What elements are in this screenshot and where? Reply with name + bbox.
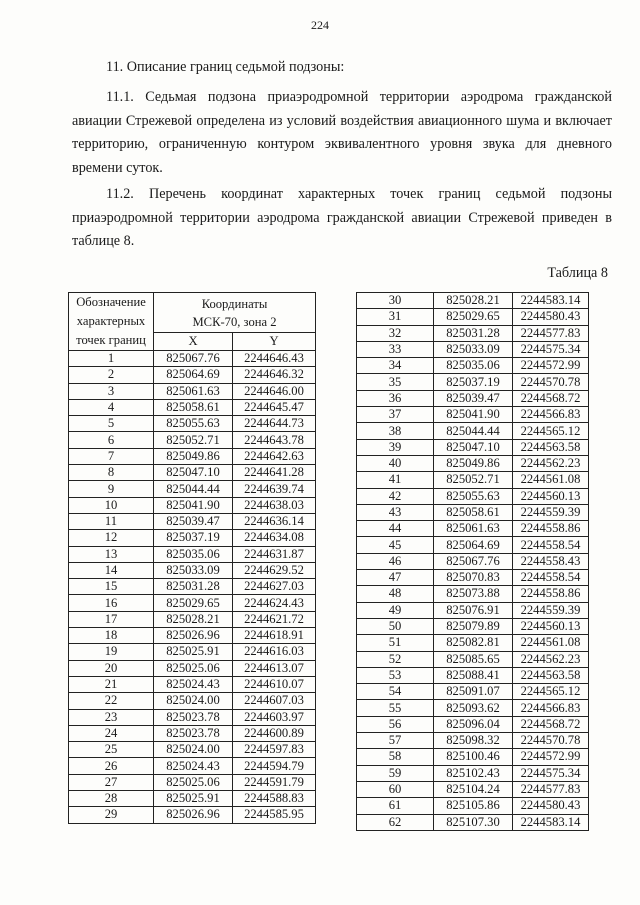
- header-point-label: [69, 293, 154, 351]
- point-number-cell: 20: [69, 660, 154, 676]
- y-coordinate-cell: 2244568.72: [513, 716, 589, 732]
- table-row: [69, 497, 316, 513]
- x-coordinate-cell: 825039.47: [434, 390, 513, 406]
- table-row: [357, 814, 589, 830]
- x-coordinate-cell: 825067.76: [154, 351, 233, 367]
- point-number-cell: 19: [69, 644, 154, 660]
- point-number-cell: 23: [69, 709, 154, 725]
- table-row: [357, 537, 589, 553]
- header-coordinates-line1: Координаты: [201, 296, 268, 311]
- table-row: [357, 325, 589, 341]
- x-coordinate-cell: 825023.78: [154, 709, 233, 725]
- x-coordinate-cell: 825025.06: [154, 774, 233, 790]
- y-coordinate-cell: 2244570.78: [513, 733, 589, 749]
- point-number-cell: 16: [69, 595, 154, 611]
- x-coordinate-cell: 825076.91: [434, 602, 513, 618]
- x-coordinate-cell: 825031.28: [154, 579, 233, 595]
- point-number-cell: 22: [69, 693, 154, 709]
- paragraph-11-1-text: 11.1. Седьмая подзона приаэродромной территории аэродрома гражданской авиации Стрежевой определена из условий воздействия авиационного шума и включает территорию, ограниченную контуром эквивалентного уровня звука для дневного времени суток.: [72, 89, 612, 176]
- table-row: [69, 513, 316, 529]
- y-coordinate-cell: 2244600.89: [233, 725, 316, 741]
- point-number-cell: 56: [357, 716, 434, 732]
- x-coordinate-cell: 825024.43: [154, 676, 233, 692]
- point-number-cell: 43: [357, 504, 434, 520]
- table-row: [69, 628, 316, 644]
- y-coordinate-cell: 2244562.23: [513, 651, 589, 667]
- point-number-cell: 27: [69, 774, 154, 790]
- x-coordinate-cell: 825064.69: [434, 537, 513, 553]
- y-coordinate-cell: 2244591.79: [233, 774, 316, 790]
- point-number-cell: 29: [69, 807, 154, 823]
- y-coordinate-cell: 2244645.47: [233, 399, 316, 415]
- table-row: [69, 791, 316, 807]
- table-row: [357, 667, 589, 683]
- point-number-cell: 53: [357, 667, 434, 683]
- x-coordinate-cell: 825028.21: [434, 293, 513, 309]
- table-row: [357, 700, 589, 716]
- x-coordinate-cell: 825044.44: [434, 423, 513, 439]
- point-number-cell: 17: [69, 611, 154, 627]
- point-number-cell: 2: [69, 367, 154, 383]
- point-number-cell: 15: [69, 579, 154, 595]
- x-coordinate-cell: 825033.09: [434, 341, 513, 357]
- point-number-cell: 54: [357, 684, 434, 700]
- x-coordinate-cell: 825039.47: [154, 513, 233, 529]
- point-number-cell: 6: [69, 432, 154, 448]
- y-coordinate-cell: 2244594.79: [233, 758, 316, 774]
- x-coordinate-cell: 825093.62: [434, 700, 513, 716]
- x-coordinate-cell: 825031.28: [434, 325, 513, 341]
- point-number-cell: 37: [357, 407, 434, 423]
- x-coordinate-cell: 825028.21: [154, 611, 233, 627]
- y-coordinate-cell: 2244565.12: [513, 684, 589, 700]
- x-coordinate-cell: 825029.65: [434, 309, 513, 325]
- x-coordinate-cell: 825073.88: [434, 586, 513, 602]
- y-coordinate-cell: 2244610.07: [233, 676, 316, 692]
- header-coordinates-line2: МСК-70, зона 2: [192, 314, 277, 329]
- table-row: [69, 383, 316, 399]
- y-coordinate-cell: 2244634.08: [233, 530, 316, 546]
- y-coordinate-cell: 2244565.12: [513, 423, 589, 439]
- y-coordinate-cell: 2244597.83: [233, 742, 316, 758]
- page-number: 224: [311, 18, 329, 32]
- table-row: [69, 693, 316, 709]
- x-coordinate-cell: 825049.86: [434, 455, 513, 471]
- point-number-cell: 25: [69, 742, 154, 758]
- point-number-cell: 57: [357, 733, 434, 749]
- table-row: [357, 390, 589, 406]
- y-coordinate-cell: 2244646.32: [233, 367, 316, 383]
- table-row: [69, 367, 316, 383]
- x-coordinate-cell: 825041.90: [154, 497, 233, 513]
- header-point-line3: точек границ: [76, 333, 146, 347]
- x-coordinate-cell: 825104.24: [434, 781, 513, 797]
- x-coordinate-cell: 825055.63: [434, 488, 513, 504]
- point-number-cell: 13: [69, 546, 154, 562]
- header-point-line2: характерных: [76, 314, 146, 328]
- x-coordinate-cell: 825037.19: [434, 374, 513, 390]
- y-coordinate-cell: 2244558.86: [513, 586, 589, 602]
- y-coordinate-cell: 2244603.97: [233, 709, 316, 725]
- point-number-cell: 48: [357, 586, 434, 602]
- point-number-cell: 47: [357, 570, 434, 586]
- point-number-cell: 45: [357, 537, 434, 553]
- y-coordinate-cell: 2244641.28: [233, 465, 316, 481]
- table-caption: Таблица 8: [547, 265, 608, 281]
- y-coordinate-cell: 2244566.83: [513, 407, 589, 423]
- point-number-cell: 5: [69, 416, 154, 432]
- x-coordinate-cell: 825070.83: [434, 570, 513, 586]
- table-row: [69, 742, 316, 758]
- table-row: [69, 725, 316, 741]
- y-coordinate-cell: 2244583.14: [513, 814, 589, 830]
- table-row: [357, 716, 589, 732]
- y-coordinate-cell: 2244644.73: [233, 416, 316, 432]
- table-row: [357, 358, 589, 374]
- table-row: [69, 481, 316, 497]
- x-coordinate-cell: 825047.10: [434, 439, 513, 455]
- table-row: [69, 416, 316, 432]
- x-coordinate-cell: 825047.10: [154, 465, 233, 481]
- x-coordinate-cell: 825024.43: [154, 758, 233, 774]
- x-coordinate-cell: 825026.96: [154, 807, 233, 823]
- point-number-cell: 61: [357, 798, 434, 814]
- point-number-cell: 14: [69, 562, 154, 578]
- x-coordinate-cell: 825098.32: [434, 733, 513, 749]
- x-coordinate-cell: 825029.65: [154, 595, 233, 611]
- table-row: [357, 293, 589, 309]
- header-x: X: [154, 333, 233, 351]
- table-row: [357, 488, 589, 504]
- point-number-cell: 34: [357, 358, 434, 374]
- point-number-cell: 26: [69, 758, 154, 774]
- x-coordinate-cell: 825044.44: [154, 481, 233, 497]
- x-coordinate-cell: 825033.09: [154, 562, 233, 578]
- x-coordinate-cell: 825025.91: [154, 791, 233, 807]
- table-row: [357, 749, 589, 765]
- y-coordinate-cell: 2244566.83: [513, 700, 589, 716]
- y-coordinate-cell: 2244642.63: [233, 448, 316, 464]
- point-number-cell: 33: [357, 341, 434, 357]
- x-coordinate-cell: 825025.91: [154, 644, 233, 660]
- point-number-cell: 11: [69, 513, 154, 529]
- y-coordinate-cell: 2244561.08: [513, 472, 589, 488]
- x-coordinate-cell: 825085.65: [434, 651, 513, 667]
- table-row: [69, 448, 316, 464]
- table-row: [357, 570, 589, 586]
- table-row: [357, 472, 589, 488]
- point-number-cell: 10: [69, 497, 154, 513]
- point-number-cell: 59: [357, 765, 434, 781]
- table-row: [357, 781, 589, 797]
- y-coordinate-cell: 2244562.23: [513, 455, 589, 471]
- table-row: [357, 618, 589, 634]
- x-coordinate-cell: 825058.61: [434, 504, 513, 520]
- y-coordinate-cell: 2244618.91: [233, 628, 316, 644]
- table-row: [69, 432, 316, 448]
- table-row: [357, 521, 589, 537]
- point-number-cell: 49: [357, 602, 434, 618]
- y-coordinate-cell: 2244558.43: [513, 553, 589, 569]
- x-coordinate-cell: 825061.63: [434, 521, 513, 537]
- table-row: [357, 407, 589, 423]
- x-coordinate-cell: 825061.63: [154, 383, 233, 399]
- x-coordinate-cell: 825025.06: [154, 660, 233, 676]
- x-coordinate-cell: 825100.46: [434, 749, 513, 765]
- table-row: [357, 586, 589, 602]
- y-coordinate-cell: 2244570.78: [513, 374, 589, 390]
- paragraph-11-1: [72, 86, 612, 180]
- point-number-cell: 39: [357, 439, 434, 455]
- x-coordinate-cell: 825035.06: [154, 546, 233, 562]
- table-row: [69, 644, 316, 660]
- table-row: [357, 423, 589, 439]
- paragraph-11-2-text: 11.2. Перечень координат характерных точек границ седьмой подзоны приаэродромной территории аэродрома гражданской авиации Стрежевой приведен в таблице 8.: [72, 186, 612, 250]
- table-row: [69, 774, 316, 790]
- y-coordinate-cell: 2244575.34: [513, 341, 589, 357]
- point-number-cell: 50: [357, 618, 434, 634]
- point-number-cell: 18: [69, 628, 154, 644]
- point-number-cell: 58: [357, 749, 434, 765]
- point-number-cell: 9: [69, 481, 154, 497]
- x-coordinate-cell: 825064.69: [154, 367, 233, 383]
- point-number-cell: 8: [69, 465, 154, 481]
- table-row: [69, 530, 316, 546]
- y-coordinate-cell: 2244563.58: [513, 667, 589, 683]
- table-row: [69, 562, 316, 578]
- y-coordinate-cell: 2244558.86: [513, 521, 589, 537]
- point-number-cell: 28: [69, 791, 154, 807]
- y-coordinate-cell: 2244643.78: [233, 432, 316, 448]
- y-coordinate-cell: 2244559.39: [513, 602, 589, 618]
- x-coordinate-cell: 825091.07: [434, 684, 513, 700]
- point-number-cell: 1: [69, 351, 154, 367]
- y-coordinate-cell: 2244580.43: [513, 309, 589, 325]
- y-coordinate-cell: 2244583.14: [513, 293, 589, 309]
- point-number-cell: 21: [69, 676, 154, 692]
- table-row: [69, 611, 316, 627]
- x-coordinate-cell: 825035.06: [434, 358, 513, 374]
- y-coordinate-cell: 2244646.43: [233, 351, 316, 367]
- point-number-cell: 55: [357, 700, 434, 716]
- y-coordinate-cell: 2244621.72: [233, 611, 316, 627]
- point-number-cell: 46: [357, 553, 434, 569]
- y-coordinate-cell: 2244558.54: [513, 537, 589, 553]
- table-row: [357, 553, 589, 569]
- point-number-cell: 35: [357, 374, 434, 390]
- point-number-cell: 40: [357, 455, 434, 471]
- y-coordinate-cell: 2244636.14: [233, 513, 316, 529]
- y-coordinate-cell: 2244585.95: [233, 807, 316, 823]
- y-coordinate-cell: 2244580.43: [513, 798, 589, 814]
- table-row: [69, 399, 316, 415]
- y-coordinate-cell: 2244613.07: [233, 660, 316, 676]
- y-coordinate-cell: 2244572.99: [513, 358, 589, 374]
- table-row: [69, 660, 316, 676]
- y-coordinate-cell: 2244638.03: [233, 497, 316, 513]
- y-coordinate-cell: 2244616.03: [233, 644, 316, 660]
- table-row: [69, 351, 316, 367]
- y-coordinate-cell: 2244572.99: [513, 749, 589, 765]
- y-coordinate-cell: 2244607.03: [233, 693, 316, 709]
- table-row: [357, 504, 589, 520]
- table-row: [69, 709, 316, 725]
- y-coordinate-cell: 2244639.74: [233, 481, 316, 497]
- y-coordinate-cell: 2244560.13: [513, 488, 589, 504]
- x-coordinate-cell: 825052.71: [434, 472, 513, 488]
- coordinates-table-right: [356, 292, 589, 831]
- x-coordinate-cell: 825049.86: [154, 448, 233, 464]
- point-number-cell: 42: [357, 488, 434, 504]
- point-number-cell: 36: [357, 390, 434, 406]
- x-coordinate-cell: 825037.19: [154, 530, 233, 546]
- x-coordinate-cell: 825024.00: [154, 742, 233, 758]
- x-coordinate-cell: 825055.63: [154, 416, 233, 432]
- table-row: [69, 595, 316, 611]
- point-number-cell: 3: [69, 383, 154, 399]
- y-coordinate-cell: 2244631.87: [233, 546, 316, 562]
- table-row: [357, 602, 589, 618]
- table-row: [357, 684, 589, 700]
- x-coordinate-cell: 825088.41: [434, 667, 513, 683]
- point-number-cell: 51: [357, 635, 434, 651]
- header-y: Y: [233, 333, 316, 351]
- table-row: [69, 579, 316, 595]
- y-coordinate-cell: 2244577.83: [513, 325, 589, 341]
- point-number-cell: 38: [357, 423, 434, 439]
- point-number-cell: 41: [357, 472, 434, 488]
- table-row: [357, 635, 589, 651]
- header-coordinates: [154, 293, 316, 333]
- x-coordinate-cell: 825107.30: [434, 814, 513, 830]
- point-number-cell: 62: [357, 814, 434, 830]
- point-number-cell: 60: [357, 781, 434, 797]
- x-coordinate-cell: 825102.43: [434, 765, 513, 781]
- y-coordinate-cell: 2244575.34: [513, 765, 589, 781]
- point-number-cell: 44: [357, 521, 434, 537]
- y-coordinate-cell: 2244558.54: [513, 570, 589, 586]
- table-row: [357, 309, 589, 325]
- y-coordinate-cell: 2244646.00: [233, 383, 316, 399]
- y-coordinate-cell: 2244627.03: [233, 579, 316, 595]
- table-row: [357, 374, 589, 390]
- y-coordinate-cell: 2244577.83: [513, 781, 589, 797]
- point-number-cell: 31: [357, 309, 434, 325]
- x-coordinate-cell: 825024.00: [154, 693, 233, 709]
- table-row: [357, 341, 589, 357]
- table-row: [357, 455, 589, 471]
- table-row: [357, 439, 589, 455]
- coordinates-table-left: [68, 292, 316, 824]
- x-coordinate-cell: 825079.89: [434, 618, 513, 634]
- point-number-cell: 12: [69, 530, 154, 546]
- x-coordinate-cell: 825023.78: [154, 725, 233, 741]
- table-row: [69, 807, 316, 823]
- y-coordinate-cell: 2244563.58: [513, 439, 589, 455]
- table-row: [357, 733, 589, 749]
- x-coordinate-cell: 825105.86: [434, 798, 513, 814]
- table-row: [69, 546, 316, 562]
- x-coordinate-cell: 825026.96: [154, 628, 233, 644]
- table-row: [357, 651, 589, 667]
- table-row: [69, 465, 316, 481]
- x-coordinate-cell: 825096.04: [434, 716, 513, 732]
- x-coordinate-cell: 825041.90: [434, 407, 513, 423]
- section-heading: 11. Описание границ седьмой подзоны:: [106, 59, 345, 75]
- y-coordinate-cell: 2244629.52: [233, 562, 316, 578]
- table-row: [69, 758, 316, 774]
- table-row: [69, 676, 316, 692]
- paragraph-11-2: [72, 183, 612, 254]
- point-number-cell: 24: [69, 725, 154, 741]
- table-row: [357, 798, 589, 814]
- y-coordinate-cell: 2244588.83: [233, 791, 316, 807]
- point-number-cell: 30: [357, 293, 434, 309]
- point-number-cell: 7: [69, 448, 154, 464]
- point-number-cell: 4: [69, 399, 154, 415]
- x-coordinate-cell: 825058.61: [154, 399, 233, 415]
- y-coordinate-cell: 2244559.39: [513, 504, 589, 520]
- x-coordinate-cell: 825082.81: [434, 635, 513, 651]
- point-number-cell: 52: [357, 651, 434, 667]
- table-row: [357, 765, 589, 781]
- y-coordinate-cell: 2244561.08: [513, 635, 589, 651]
- point-number-cell: 32: [357, 325, 434, 341]
- header-point-line1: Обозначение: [76, 295, 146, 309]
- y-coordinate-cell: 2244568.72: [513, 390, 589, 406]
- y-coordinate-cell: 2244624.43: [233, 595, 316, 611]
- y-coordinate-cell: 2244560.13: [513, 618, 589, 634]
- x-coordinate-cell: 825052.71: [154, 432, 233, 448]
- x-coordinate-cell: 825067.76: [434, 553, 513, 569]
